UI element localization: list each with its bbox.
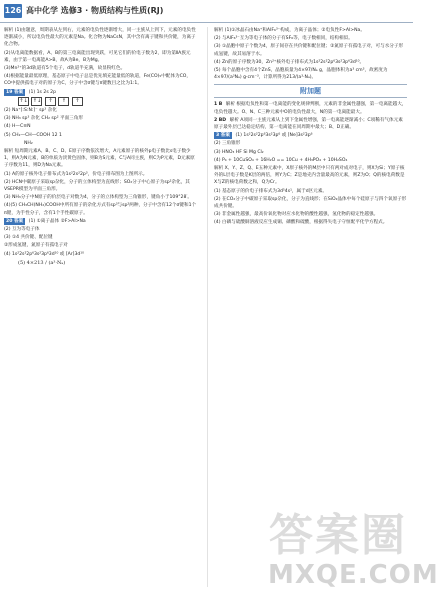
- q19-line: (4) H—C≡N: [4, 124, 31, 130]
- bonus-q3-line: (1) 1s²2s²2p⁶3s²3p⁶ 或 [Ne]3s²3p⁶: [235, 133, 313, 139]
- analysis-paragraph: 解析 (1)由题意，周期表从左到右，元素的电负性逐渐增大，同一主族从上到下，元素的电负性逐渐减小，所以电负性最大的元素是Na。化合物为NaCsN，其中含有离子键和共价键，为离子化合物。: [4, 28, 196, 48]
- bonus-q1-label: 1 B: [214, 102, 223, 108]
- q19-answer-label: 19 答案: [6, 89, 24, 95]
- q19-detail: (4)(5) CH₃CH(NH₂)COOH中所有原子的杂化方式有sp³与sp²两种，分子中含有12个σ键和1个π键，为手性分子，含有1个手性碳原子。: [4, 203, 197, 216]
- q19-analysis: 解析 短周期元素A、B、C、D、E原子序数依次增大，A元素原子的核外p电子数比s电子数少1，则A为N元素，B的单质为淡黄色固体，则B为S元素，C与A同主族，则C为P元素，D元素原子序数为11，则D为Na元素。: [4, 149, 195, 169]
- bonus-q3-detail: (3) 非金属性越强，最高价氧化物对应水化物的酸性越强，氢化物的稳定性越强。: [214, 212, 379, 218]
- bonus-q1: [214, 101, 407, 115]
- orbital-box: ↑: [72, 97, 83, 106]
- analysis-paragraph: 解析 (1)①冰晶石由Na⁺和AlF₆³⁻构成，为离子晶体；②电负性F>Al>Na。: [214, 28, 365, 33]
- q20-line: (4) 1s²2s²2p⁶3s²3p⁶3d¹⁰ 或 [Ar]3d¹⁰: [4, 251, 84, 257]
- q19-line: (5) CH₂—CH—COOH 12 1: [4, 132, 62, 138]
- watermark-text: 答案圈: [269, 510, 407, 561]
- bonus-section-title: 附加题: [300, 87, 321, 96]
- bonus-q3-label: 3 答案: [216, 133, 230, 139]
- q19-detail: (3) NH₃分子中N原子的价层电子对数为4，分子的立体构型为三角锥形，键角小于109°28′。: [4, 195, 193, 201]
- density-formula: (5) 4×213 / (a³·Nₐ): [18, 259, 66, 266]
- page-number: 126: [4, 4, 22, 18]
- bonus-q3-detail: (1) 基态原子的价电子排布式为3d⁵4s¹，属于d区元素。: [214, 188, 328, 194]
- bonus-q3-line: (2) 三角锥形: [214, 141, 241, 147]
- q20-line: (1) ①离子晶体 ②F>Al>Na: [28, 218, 86, 224]
- analysis-paragraph: (5) 每个晶胞中含有4个ZnS，晶胞质量为4×97/Nₐ g，晶胞体积为a³ cm³，故密度为4×97/(a³Nₐ) g·cm⁻³，计算所得为213/(a³·Nₐ)。: [214, 68, 388, 81]
- watermark-url: MXQE.COM: [268, 560, 439, 590]
- page-header: [0, 0, 413, 23]
- bonus-q3-detail: (2) 在CO₂分子中碳原子采取sp杂化，分子为直线形；在SiO₂晶体中每个硅原子与四个氧原子形成共价键。: [214, 196, 407, 210]
- q19-answer: [4, 89, 197, 96]
- q20-answer-label: 20 答案: [6, 218, 24, 224]
- bonus-section-banner: [214, 84, 407, 98]
- q20-line: (3) ①4 共价键、配位键: [4, 235, 53, 241]
- column-divider: [207, 27, 208, 587]
- analysis-paragraph: (4)根据能量最低原理，基态原子中电子总是优先填充能量低的轨道，Fe(CO)₅中配体为CO，CO中提供孤电子对的原子为C，分子中含σ键与π键数目之比为1:1。: [4, 74, 191, 87]
- analysis-paragraph: (3)Mn²⁺的3d轨道有5个电子，d轨道半充满，故显粉红色。: [4, 66, 126, 72]
- analysis-paragraph: (2) 与AlF₆³⁻互为等电子体的分子有SF₆等，电子数相同，结构相似。: [214, 36, 353, 42]
- bonus-q2-label: 2 BD: [214, 117, 227, 123]
- orbital-diagram: [18, 97, 197, 106]
- bonus-q1-text: 解析 根据电负性和第一电离能的变化规律判断，元素的非金属性越强，第一电离能越大，电负性越大。O、N、C三种元素中O的电负性最大，N的第一电离能最大。: [214, 102, 407, 115]
- analysis-paragraph: (2)从电离能数据看，A、B的第三电离能出现突跃，可见它们的价电子数为2，即为第ⅡA族元素，由于第一电离能A>B，故A为Be，B为Mg。: [4, 50, 191, 63]
- q19-detail: (2) HCN中碳原子采取sp杂化，分子的立体构型为直线形；SO₂分子中心原子为sp²杂化，其VSEPR模型为平面三角形。: [4, 179, 190, 193]
- q19-orbital-caption: (1) 1s 2s 2p: [28, 89, 57, 95]
- q19-line: (3) NH₃ sp³ 杂化 CH₂ sp² 平面三角形: [4, 116, 83, 122]
- q19-line: NH₂: [24, 140, 33, 146]
- orbital-box: ↑↓: [19, 97, 28, 104]
- bonus-q2-text: 解析 A项同一主族元素从上到下金属性增强，第一电离能逐渐减小；C项稀有气体元素原子最外层已达稳定结构，第一电离能在同周期中最大；B、D正确。: [214, 117, 403, 131]
- q20-line: (2) 互为等电子体: [4, 227, 40, 233]
- q19-line: (2) Na⁺[:S:N:]⁻ sp³ 杂化: [4, 108, 57, 114]
- bonus-q2: [214, 117, 407, 131]
- bonus-q3-line: (4) P₄ + 10CuSO₄ + 16H₂O == 10Cu + 4H₃PO₄ + 10H₂SO₄: [214, 157, 348, 163]
- orbital-box: ↑: [45, 97, 56, 106]
- left-column: [4, 27, 197, 595]
- watermark-logo: [268, 510, 439, 596]
- header-title: 高中化学 选修3 · 物质结构与性质(RJ): [26, 6, 164, 15]
- bonus-q3-analysis: 解析 X、Y、Z、Q、E五种元素中，X原子核外的M层中只有两对成对电子，则X为Si；Y原子核外的L层电子数是K层的两倍，则Y为C；Z是地壳内含量最高的元素，则Z为O；Q的核电荷数是X与Z的核电荷数之和，Q为Cr。: [214, 166, 405, 186]
- analysis-paragraph: (3) ①晶胞中原子个数为4，原子间存在共价键和配位键；②氮原子有孤电子对，可与水分子形成氢键，故其易溶于水。: [214, 44, 404, 57]
- bonus-q3-line: (3) HNO₃ HF Si Mg Cl₂: [214, 149, 264, 155]
- orbital-box: ↑: [58, 97, 69, 106]
- analysis-paragraph: (4) Zn的原子序数为30，Zn²⁺核外电子排布式为1s²2s²2p⁶3s²3p⁶3d¹⁰。: [214, 59, 365, 65]
- q20-line: ②形成氢键，氮原子有孤电子对: [4, 243, 68, 249]
- bonus-q3-detail: (4) 白磷与硫酸铜溶液反应生成铜、磷酸和硫酸，根据得失电子守恒配平化学方程式。: [214, 220, 388, 226]
- q19-detail: (1) A的原子核外电子排布式为1s²2s²2p³，价电子排布图为上图所示。: [4, 171, 148, 177]
- q20-answer: [4, 218, 197, 225]
- orbital-box: ↑↓: [32, 97, 42, 104]
- bonus-q3: [214, 132, 407, 139]
